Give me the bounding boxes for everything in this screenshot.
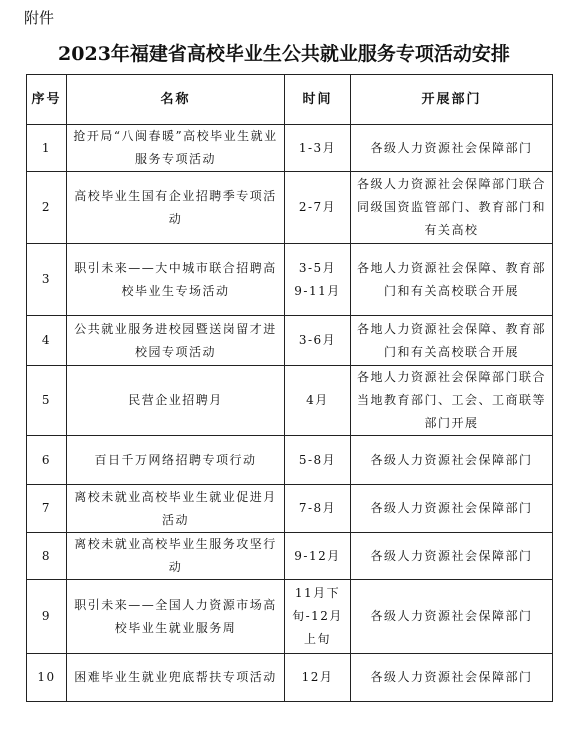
row-no: 8 (27, 533, 67, 580)
table-header-row (27, 75, 553, 125)
header-dept: 开展部门 (351, 75, 553, 125)
row-no: 3 (27, 244, 67, 316)
row-time: 5-8月 (285, 436, 351, 485)
row-time: 3-6月 (285, 316, 351, 366)
row-name: 离校未就业高校毕业生就业促进月活动 (67, 485, 285, 533)
table-row (27, 580, 553, 654)
header-time: 时间 (285, 75, 351, 125)
row-dept: 各级人力资源社会保障部门 (351, 654, 553, 702)
activity-schedule-table (26, 74, 553, 702)
row-time: 3-5月 9-11月 (285, 244, 351, 316)
table-row (27, 533, 553, 580)
attachment-label: 附件 (24, 9, 55, 27)
row-no: 4 (27, 316, 67, 366)
row-time: 11月下旬-12月上旬 (285, 580, 351, 654)
row-name: 离校未就业高校毕业生服务攻坚行动 (67, 533, 285, 580)
table-row (27, 485, 553, 533)
row-dept: 各级人力资源社会保障部门联合同级国资监管部门、教育部门和有关高校 (351, 172, 553, 244)
row-no: 6 (27, 436, 67, 485)
table-row (27, 172, 553, 244)
header-no: 序号 (27, 75, 67, 125)
table-row (27, 366, 553, 436)
row-time: 1-3月 (285, 125, 351, 172)
row-no: 10 (27, 654, 67, 702)
table-row (27, 316, 553, 366)
row-no: 2 (27, 172, 67, 244)
row-time: 9-12月 (285, 533, 351, 580)
table-row (27, 654, 553, 702)
document-title: 2023年福建省高校毕业生公共就业服务专项活动安排 (58, 43, 510, 65)
row-no: 7 (27, 485, 67, 533)
row-name: 公共就业服务进校园暨送岗留才进校园专项活动 (67, 316, 285, 366)
row-dept: 各地人力资源社会保障、教育部门和有关高校联合开展 (351, 316, 553, 366)
row-dept: 各地人力资源社会保障部门联合当地教育部门、工会、工商联等部门开展 (351, 366, 553, 436)
row-time: 2-7月 (285, 172, 351, 244)
row-no: 1 (27, 125, 67, 172)
header-name: 名称 (67, 75, 285, 125)
row-dept: 各地人力资源社会保障、教育部门和有关高校联合开展 (351, 244, 553, 316)
row-time: 4月 (285, 366, 351, 436)
table-row (27, 125, 553, 172)
row-name: 民营企业招聘月 (67, 366, 285, 436)
table-row (27, 436, 553, 485)
row-dept: 各级人力资源社会保障部门 (351, 125, 553, 172)
row-name: 职引未来——全国人力资源市场高校毕业生就业服务周 (67, 580, 285, 654)
row-name: 高校毕业生国有企业招聘季专项活动 (67, 172, 285, 244)
row-name: 职引未来——大中城市联合招聘高校毕业生专场活动 (67, 244, 285, 316)
row-dept: 各级人力资源社会保障部门 (351, 533, 553, 580)
row-dept: 各级人力资源社会保障部门 (351, 580, 553, 654)
row-name: 百日千万网络招聘专项行动 (67, 436, 285, 485)
row-no: 9 (27, 580, 67, 654)
row-dept: 各级人力资源社会保障部门 (351, 436, 553, 485)
row-no: 5 (27, 366, 67, 436)
row-time: 7-8月 (285, 485, 351, 533)
row-name: 困难毕业生就业兜底帮扶专项活动 (67, 654, 285, 702)
row-name: 抢开局“八闽春暖”高校毕业生就业服务专项活动 (67, 125, 285, 172)
row-time: 12月 (285, 654, 351, 702)
table-row (27, 244, 553, 316)
row-dept: 各级人力资源社会保障部门 (351, 485, 553, 533)
